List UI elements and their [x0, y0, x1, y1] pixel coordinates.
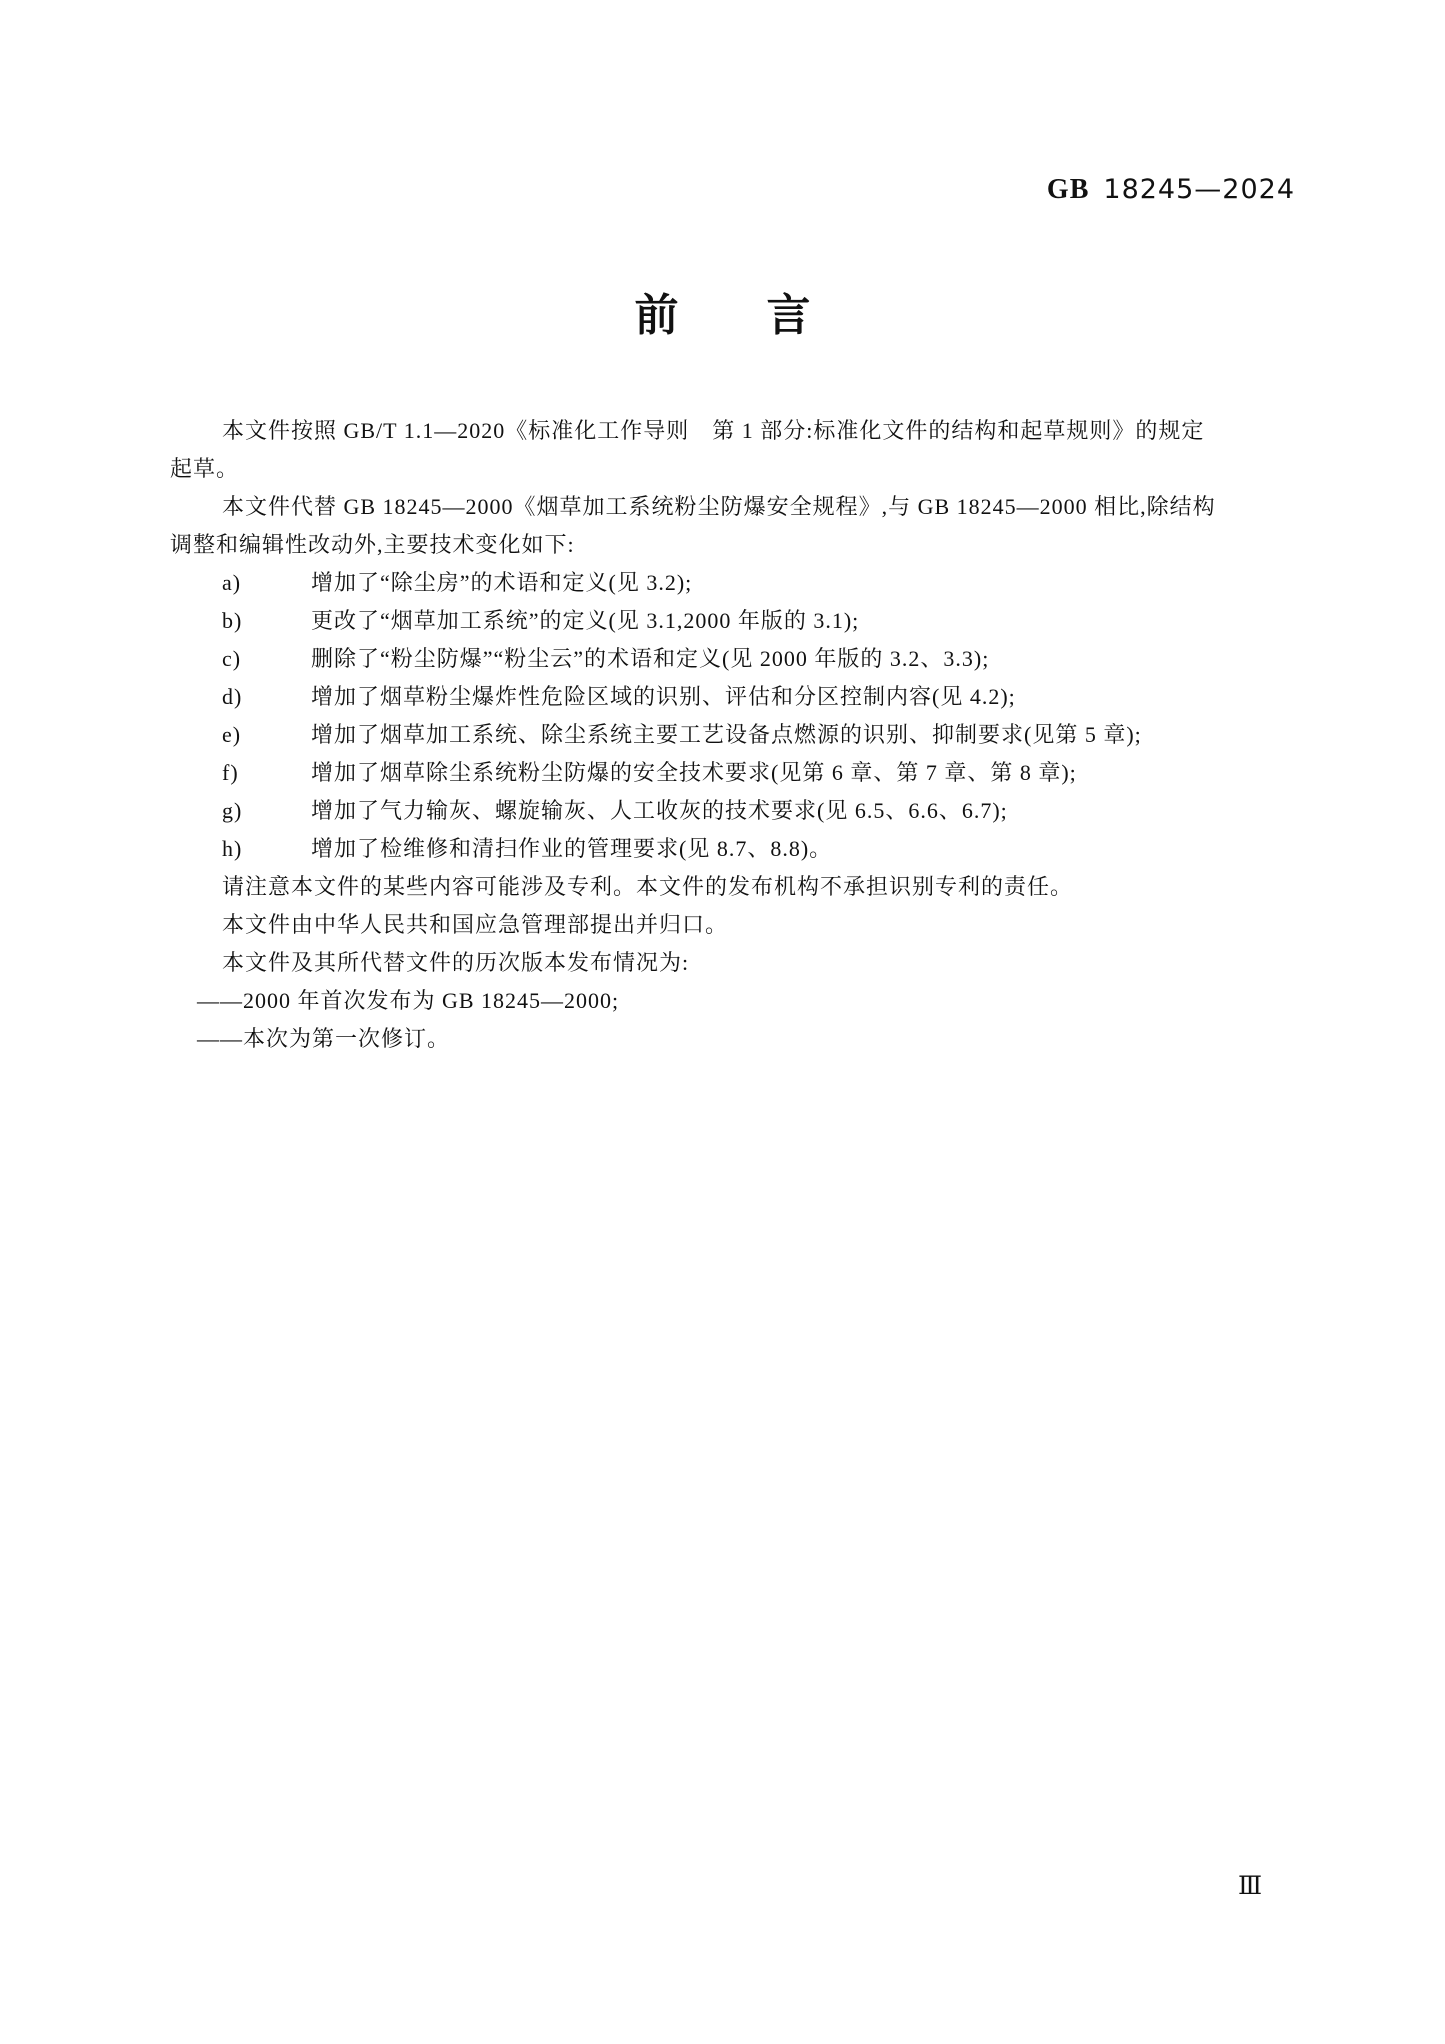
change-item-text: 增加了烟草除尘系统粉尘防爆的安全技术要求(见第 6 章、第 7 章、第 8 章); — [311, 760, 1077, 785]
change-item-marker: c) — [222, 646, 242, 671]
paragraph-patent: 请注意本文件的某些内容可能涉及专利。本文件的发布机构不承担识别专利的责任。 — [222, 874, 1074, 899]
paragraph-issuer: 本文件由中华人民共和国应急管理部提出并归口。 — [222, 912, 729, 937]
history-item: ——2000 年首次发布为 GB 18245—2000; — [197, 988, 620, 1013]
paragraph-line: 起草。 — [170, 456, 240, 481]
change-item-marker: e) — [222, 722, 242, 747]
history-item: ——本次为第一次修订。 — [197, 1026, 451, 1051]
change-item-text: 增加了气力输灰、螺旋输灰、人工收灰的技术要求(见 6.5、6.6、6.7); — [311, 798, 1008, 823]
change-item-marker: d) — [222, 684, 243, 709]
doc-code-prefix: GB — [1046, 174, 1090, 205]
change-item-marker: g) — [222, 798, 243, 823]
foreword-body — [170, 412, 1315, 1058]
change-item-marker: b) — [222, 608, 243, 633]
change-item-c — [170, 640, 1315, 678]
paragraph-line: 调整和编辑性改动外,主要技术变化如下: — [170, 532, 575, 557]
change-item-d — [170, 678, 1315, 716]
change-item-b — [170, 602, 1315, 640]
doc-code-number: 18245—2024 — [1103, 174, 1295, 205]
change-item-text: 增加了烟草加工系统、除尘系统主要工艺设备点燃源的识别、抑制要求(见第 5 章); — [311, 722, 1142, 747]
change-item-marker: f) — [222, 760, 239, 785]
change-item-text: 更改了“烟草加工系统”的定义(见 3.1,2000 年版的 3.1); — [311, 608, 860, 633]
change-item-text: 增加了检维修和清扫作业的管理要求(见 8.7、8.8)。 — [311, 836, 833, 861]
change-item-marker: h) — [222, 836, 243, 861]
change-item-text: 删除了“粉尘防爆”“粉尘云”的术语和定义(见 2000 年版的 3.2、3.3); — [311, 646, 990, 671]
page-number: Ⅲ — [1238, 1873, 1263, 1900]
foreword-title: 前 言 — [634, 290, 811, 341]
change-item-text: 增加了“除尘房”的术语和定义(见 3.2); — [311, 570, 693, 595]
paragraph-history-intro: 本文件及其所代替文件的历次版本发布情况为: — [222, 950, 690, 975]
paragraph-line: 本文件代替 GB 18245—2000《烟草加工系统粉尘防爆安全规程》,与 GB 18245—2000 相比,除结构 — [222, 494, 1216, 519]
change-item-f — [170, 754, 1315, 792]
change-item-g — [170, 792, 1315, 830]
change-item-a — [170, 564, 1315, 602]
paragraph-line: 本文件按照 GB/T 1.1—2020《标准化工作导则 第 1 部分:标准化文件的结构和起草规则》的规定 — [222, 418, 1205, 443]
change-item-h — [170, 830, 1315, 868]
change-item-text: 增加了烟草粉尘爆炸性危险区域的识别、评估和分区控制内容(见 4.2); — [311, 684, 1016, 709]
change-item-marker: a) — [222, 570, 242, 595]
doc-code — [1047, 172, 1295, 207]
change-item-e — [170, 716, 1315, 754]
